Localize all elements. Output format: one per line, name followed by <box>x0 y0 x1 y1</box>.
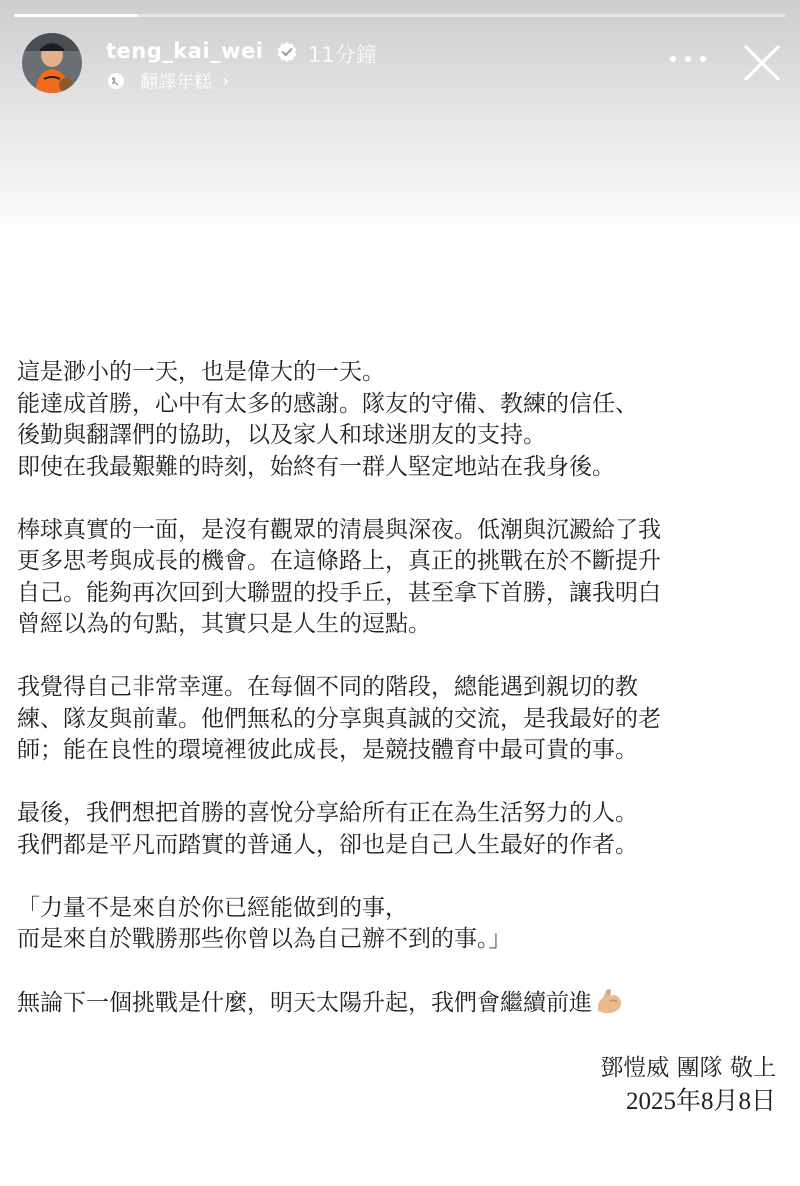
close-icon <box>742 43 782 83</box>
flexed-biceps-emoji <box>594 987 624 1015</box>
post-line: 棒球真實的一面，是沒有觀眾的清晨與深夜。低潮與沉澱給了我 <box>17 516 661 543</box>
post-line: 後勤與翻譯們的協助，以及家人和球迷朋友的支持。 <box>17 422 546 448</box>
story-header <box>22 33 782 95</box>
more-options-dot <box>685 56 691 62</box>
post-line: 即使在我最艱難的時刻，始終有一群人堅定地站在我身後。 <box>17 453 615 480</box>
translate-icon <box>106 71 126 91</box>
post-line: 能達成首勝，心中有太多的感謝。隊友的守備、教練的信任、 <box>17 390 638 417</box>
post-line: 我覺得自己非常幸運。在每個不同的階段，總能遇到親切的教 <box>17 674 638 700</box>
post-closing-line <box>17 987 787 1020</box>
post-paragraph <box>17 798 787 861</box>
post-line: 而是來自於戰勝那些你曾以為自己辦不到的事。」 <box>17 926 512 952</box>
post-signature <box>600 1052 776 1118</box>
post-line: 我們都是平凡而踏實的普通人，卻也是自己人生最好的作者。 <box>17 831 638 858</box>
post-line-text: 無論下一個挑戰是什麼，明天太陽升起，我們會繼續前進 <box>17 990 592 1016</box>
post-paragraph <box>17 987 787 1020</box>
player-avatar[interactable] <box>22 33 82 93</box>
post-line: 更多思考與成長的機會。在這條路上，真正的挑戰在於不斷提升 <box>17 548 661 574</box>
close-button[interactable] <box>742 43 782 83</box>
post-paragraph <box>17 515 787 641</box>
story-progress-bar <box>14 14 786 17</box>
post-line: 最後，我們想把首勝的喜悅分享給所有正在為生活努力的人。 <box>17 800 638 826</box>
translate-link[interactable] <box>106 69 229 93</box>
story-post-text <box>17 357 787 1051</box>
post-quote <box>17 893 787 956</box>
post-paragraph <box>17 357 787 483</box>
translate-label: 翻譯年糕 <box>140 72 212 93</box>
more-options-icon <box>670 56 676 62</box>
post-line: 自己。能夠再次回到大聯盟的投手丘，甚至拿下首勝，讓我明白 <box>17 579 661 606</box>
verified-badge-icon <box>276 41 298 63</box>
post-line: 師；能在良性的環境裡彼此成長，是競技體育中最可貴的事。 <box>17 737 638 763</box>
more-options-button[interactable] <box>670 47 706 71</box>
post-line: 練、隊友與前輩。他們無私的分享與真誠的交流，是我最好的老 <box>17 705 661 732</box>
post-line: 曾經以為的句點，其實只是人生的逗點。 <box>17 611 431 637</box>
story-timestamp: 11分鐘 <box>308 43 377 67</box>
chevron-right-icon: › <box>222 70 230 92</box>
username[interactable]: teng_kai_wei <box>106 39 264 63</box>
signature-date: 2025年8月8日 <box>625 1088 776 1115</box>
more-options-dot <box>700 56 706 62</box>
post-paragraph <box>17 672 787 767</box>
post-line: 「力量不是來自於你已經能做到的事， <box>17 894 408 921</box>
story-progress-fill <box>14 14 138 17</box>
signature-name: 鄧愷威 團隊 敬上 <box>600 1055 776 1081</box>
post-line: 這是渺小的一天，也是偉大的一天。 <box>17 359 385 385</box>
